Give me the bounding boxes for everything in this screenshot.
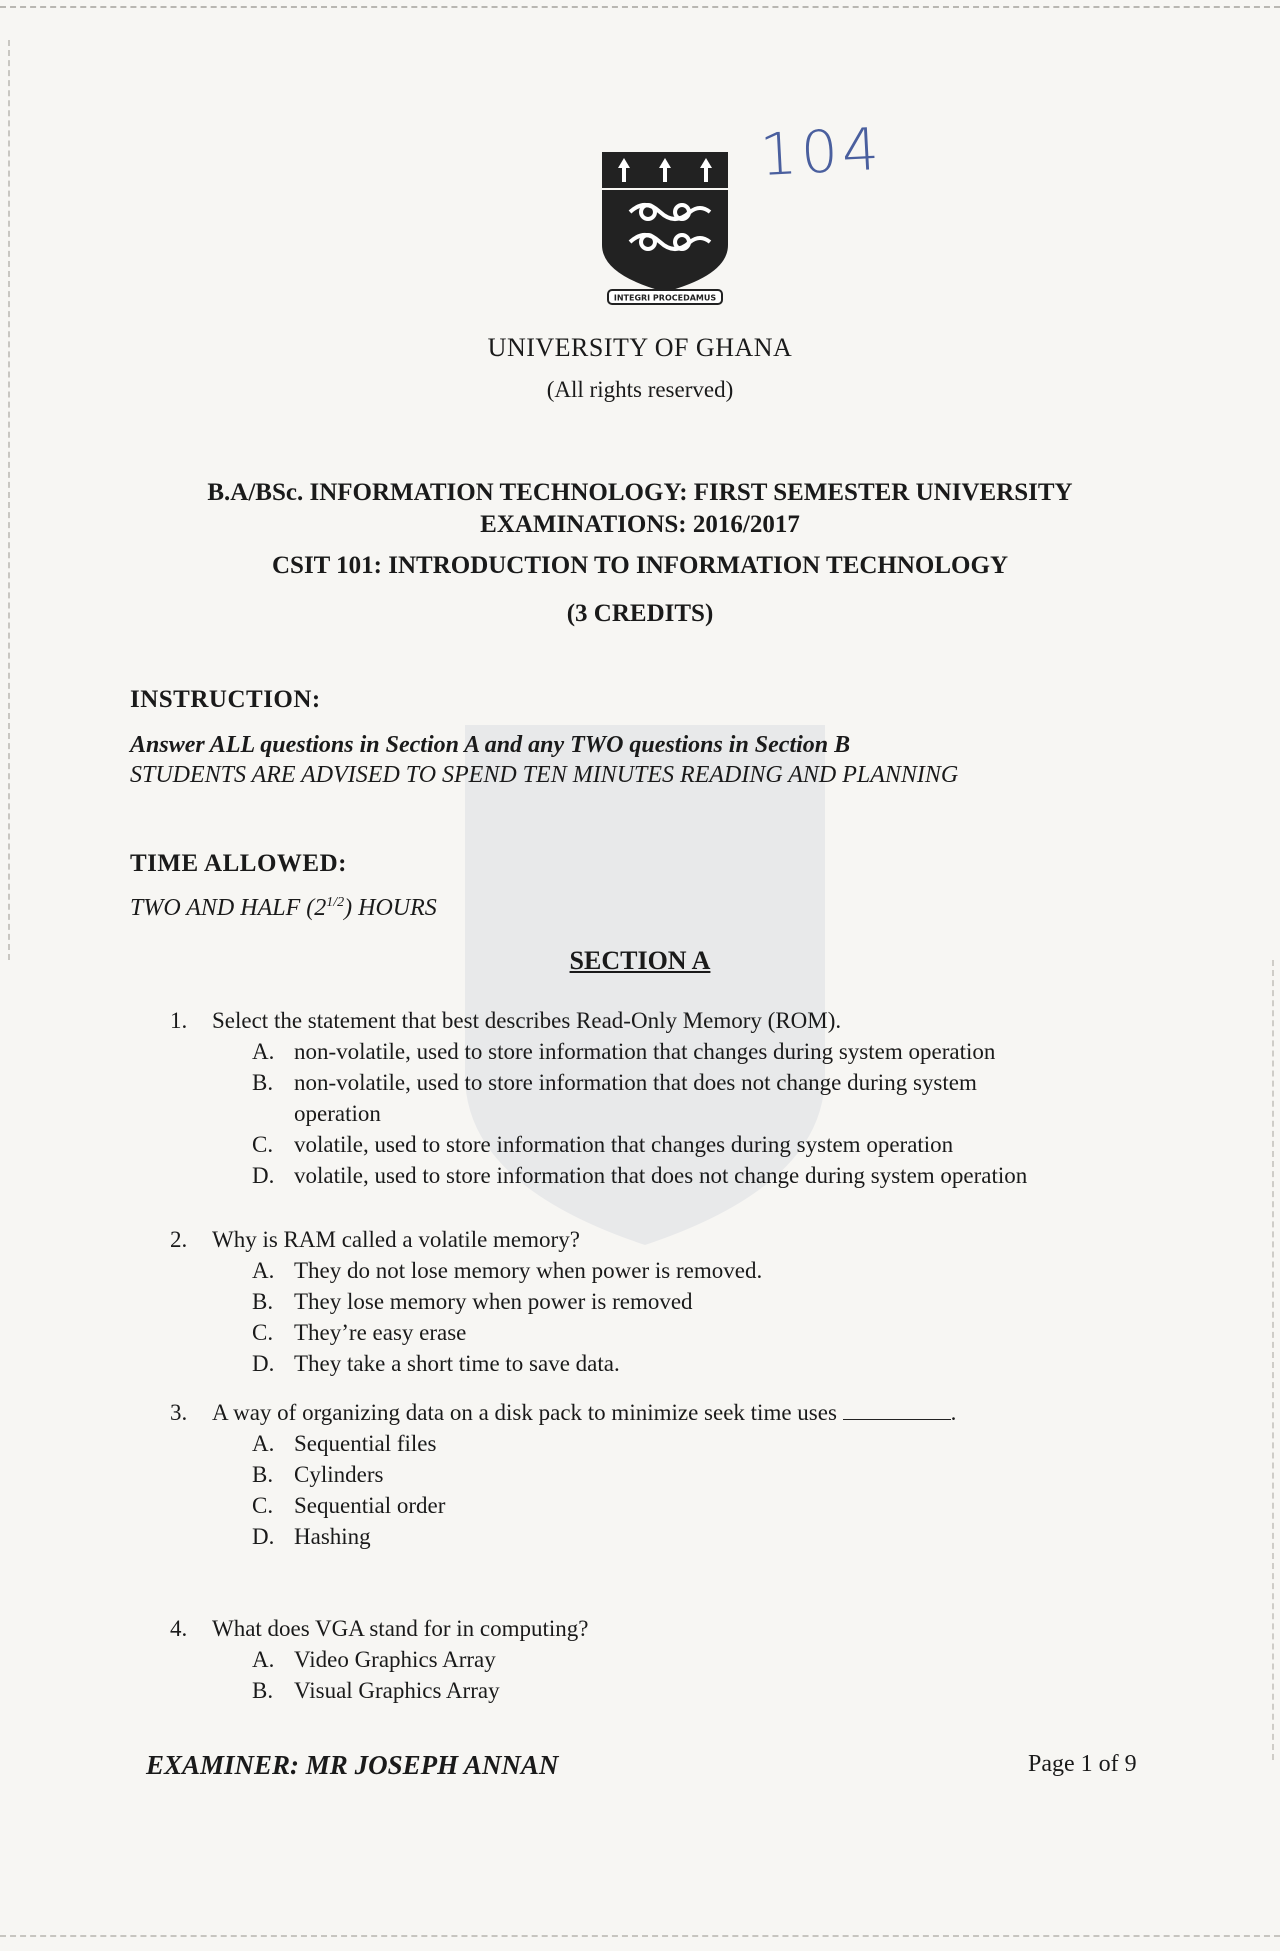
question-number: 2.: [170, 1227, 188, 1252]
answer-blank: [843, 1401, 951, 1420]
instruction-line-1: Answer ALL questions in Section A and any TWO questions in Section B: [130, 732, 851, 758]
scan-right-margin: [1272, 960, 1274, 1760]
option-b: B. Visual Graphics Array: [252, 1678, 500, 1703]
page-number: Page 1 of 9: [1028, 1751, 1137, 1777]
crest-motto: INTEGRI PROCEDAMUS: [613, 293, 717, 303]
university-name: UNIVERSITY OF GHANA: [487, 333, 793, 362]
option-c: C. Sequential order: [252, 1493, 446, 1518]
programme-line-1: B.A/BSc. INFORMATION TECHNOLOGY: FIRST SEMESTER UNIVERSITY: [207, 479, 1073, 506]
scan-top-edge: [0, 0, 1280, 8]
option-a: A. They do not lose memory when power is removed.: [252, 1258, 763, 1283]
question-number: 1.: [170, 1008, 188, 1033]
option-a: A. Video Graphics Array: [252, 1647, 496, 1672]
option-a: A. Sequential files: [252, 1431, 437, 1456]
handwritten-note: 104: [758, 114, 885, 190]
option-c: C. volatile, used to store information that changes during system operation: [252, 1132, 954, 1157]
question-number: 4.: [170, 1616, 188, 1641]
programme-title: [0, 477, 1280, 541]
option-c: C. They’re easy erase: [252, 1320, 467, 1345]
university-crest-icon: [590, 150, 740, 310]
option-d: D. volatile, used to store information that does not change during system operation: [252, 1163, 1028, 1188]
option-d: D. Hashing: [252, 1524, 371, 1549]
time-allowed-value: TWO AND HALF $(2^{1/2})$ HOURS: [130, 895, 437, 921]
option-b: B. They lose memory when power is removed: [252, 1289, 693, 1314]
option-d: D. They take a short time to save data.: [252, 1351, 620, 1376]
section-a-title: SECTION A: [569, 946, 711, 975]
examiner-name: EXAMINER: MR JOSEPH ANNAN: [146, 1750, 559, 1780]
instruction-heading: INSTRUCTION:: [130, 686, 321, 713]
rights-notice: (All rights reserved): [546, 377, 734, 402]
instruction-line-2: STUDENTS ARE ADVISED TO SPEND TEN MINUTES READING AND PLANNING: [130, 762, 959, 788]
course-credits: (3 CREDITS): [566, 600, 714, 627]
option-a: A. non-volatile, used to store information that changes during system operation: [252, 1039, 996, 1064]
scan-bottom-edge: [0, 1935, 1280, 1941]
question-number: 3.: [170, 1400, 188, 1425]
question-stem: A way of organizing data on a disk pack to minimize seek time uses .: [212, 1400, 957, 1425]
question-stem: Why is RAM called a volatile memory?: [212, 1227, 580, 1252]
question-stem: Select the statement that best describes Read-Only Memory (ROM).: [212, 1008, 842, 1033]
time-allowed-heading: TIME ALLOWED:: [130, 850, 347, 877]
option-b: B. Cylinders: [252, 1462, 384, 1487]
question-stem: What does VGA stand for in computing?: [212, 1616, 589, 1641]
option-b-continued: operation: [294, 1101, 381, 1126]
option-b: B. non-volatile, used to store information that does not change during system: [252, 1070, 977, 1095]
course-title: CSIT 101: INTRODUCTION TO INFORMATION TECHNOLOGY: [272, 552, 1008, 579]
programme-line-2: EXAMINATIONS: 2016/2017: [480, 511, 800, 538]
